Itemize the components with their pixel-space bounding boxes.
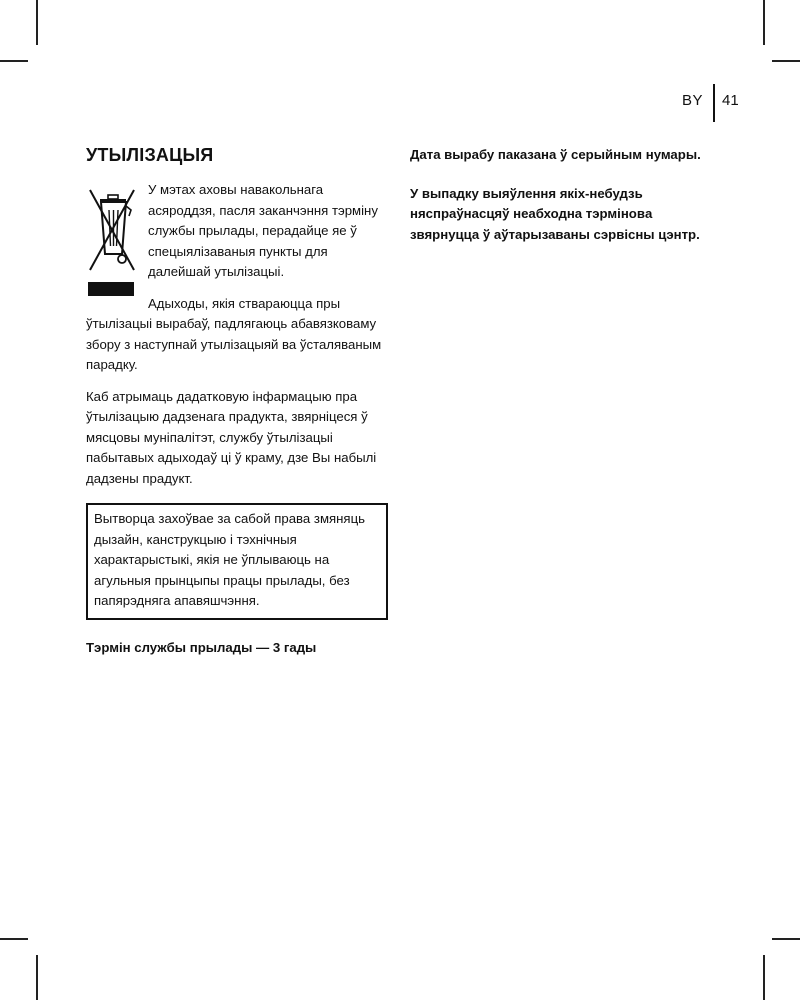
crop-mark: [763, 955, 765, 1000]
service-life-text: Тэрмін службы прылады — 3 гады: [86, 639, 317, 655]
section-title: УТЫЛІЗАЦЫЯ: [86, 145, 214, 165]
manufacturer-notice-box: [86, 503, 388, 620]
waste-collection-text: Адыходы, якія ствараюцца пры ўтылізацыі вырабаў, падлягаюць абавязковаму збору з наступнай утылізацыяй ва ўсталяваным парадку.: [86, 295, 382, 372]
crop-mark: [36, 955, 38, 1000]
manufacture-date-text: Дата вырабу паказана ў серыйным нумары.: [410, 147, 701, 162]
disposal-intro-text: У мэтах аховы навакольнага асяроддзя, пасля заканчэння тэрміну службы прылады, перадайце яе ў спецыялізаваныя пункты для далейшай утылізацыі.: [148, 182, 378, 279]
left-column: [86, 145, 388, 658]
page-number: 41: [722, 92, 739, 109]
header-divider: [713, 84, 715, 122]
service-center-text: У выпадку выяўлення якіх-небудзь няспраўнасцяў неабходна тэрміновa звярнуцца ў аўтарызаваны сэрвісны цэнтр.: [410, 185, 700, 242]
crop-mark: [763, 0, 765, 45]
crop-mark: [772, 938, 800, 940]
crop-mark: [772, 60, 800, 62]
crop-mark: [0, 938, 28, 940]
language-code: BY: [682, 92, 704, 109]
crop-mark: [36, 0, 38, 45]
black-bar: [88, 282, 134, 296]
more-info-text: Каб атрымаць дадатковую інфармацыю пра ўтылізацыю дадзенага прадукта, звярніцеся ў мясцовы муніпалітэт, службу ўтылізацыі пабытавых адыходаў ці ў краму, дзе Вы набылі дадзены прадукт.: [86, 388, 377, 486]
manufacturer-notice-text: Вытворца захоўвае за сабой права змяняць дызайн, канструкцыю і тэхнічныя характарыстыкі, якія не ўплываюць на агульныя прынцыпы працы прылады, без папярэдняга апавяшчэння.: [94, 511, 365, 608]
crossed-out-wheelie-bin-icon: [86, 186, 138, 298]
right-column: [410, 145, 710, 245]
crop-mark: [0, 60, 28, 62]
